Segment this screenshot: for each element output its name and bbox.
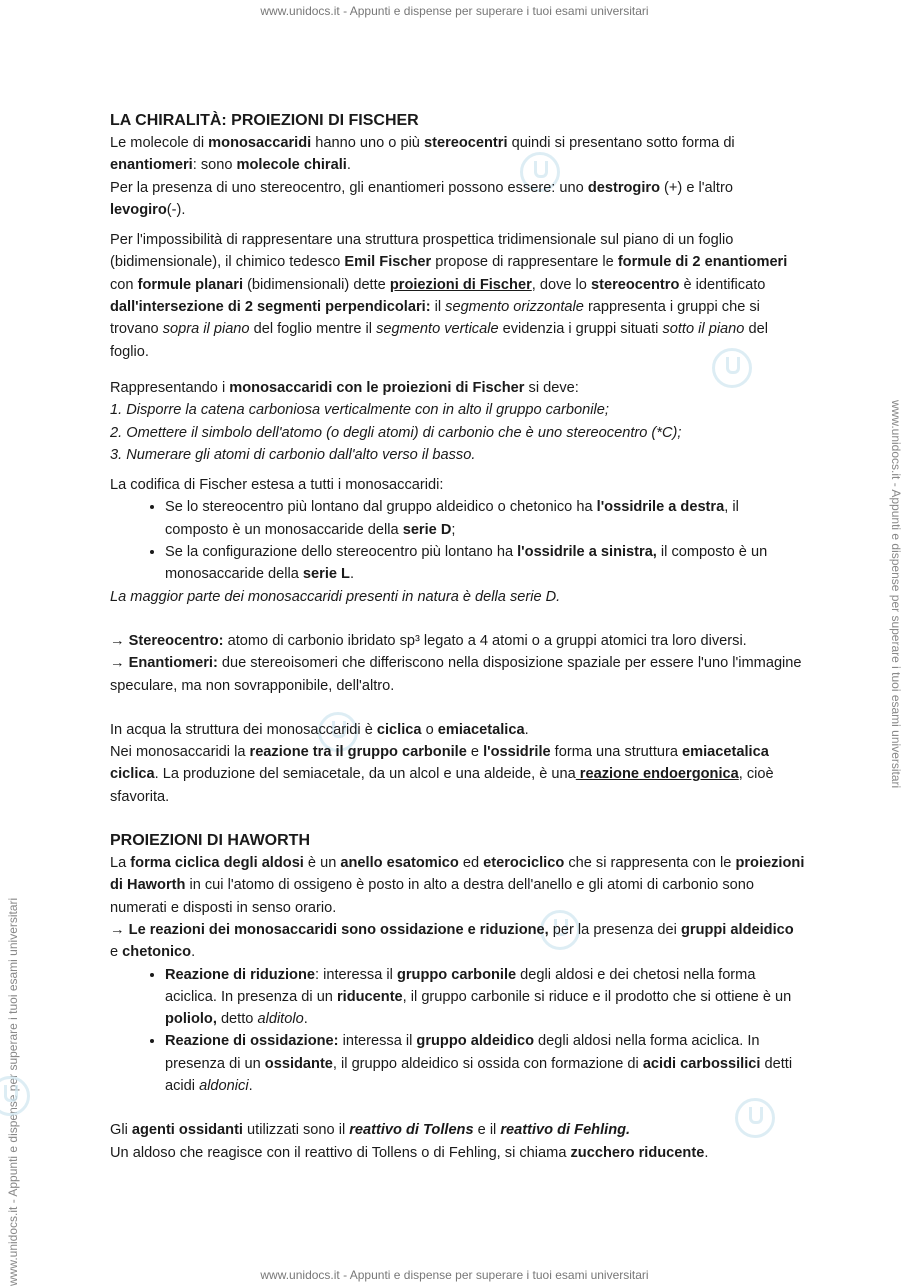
step-item: 3. Numerare gli atomi di carbonio dall'alto verso il basso.	[110, 446, 476, 463]
list-item: • Se lo stereocentro più lontano dal gruppo aldeidico o chetonico ha l'ossidrile a destra, il composto è un monosaccaride della serie D;	[165, 496, 805, 541]
step-item: 2. Omettere il simbolo dell'atomo (o degli atomi) di carbonio che è uno stereocentro (*C);	[110, 424, 682, 441]
paragraph: La forma ciclica degli aldosi è un anello esatomico ed eterociclico che si rappresenta con le proiezioni di Haworth in cui l'atomo di ossigeno è posto in alto a destra dell'anello e gli atomi di carbonio sono numerati e disposti in senso orario.	[110, 855, 805, 916]
step-item: 1. Disporre la catena carboniosa verticalmente con in alto il gruppo carbonile;	[110, 402, 609, 419]
watermark-logo-icon	[0, 1076, 30, 1116]
watermark-top: www.unidocs.it - Appunti e dispense per superare i tuoi esami universitari	[260, 4, 649, 18]
paragraph: Un aldoso che reagisce con il reattivo di Tollens o di Fehling, si chiama zucchero riducente.	[110, 1144, 709, 1161]
paragraph: Rappresentando i monosaccaridi con le proiezioni di Fischer si deve:	[110, 379, 579, 396]
watermark-left: www.unidocs.it - Appunti e dispense per superare i tuoi esami universitari	[6, 897, 20, 1286]
list-item: • Reazione di riduzione: interessa il gruppo carbonile degli aldosi e dei chetosi nella forma aciclica. In presenza di un riducente, il gruppo carbonile si riduce e il prodotto che si ottiene è un poliolo, detto alditolo.	[165, 964, 805, 1031]
definition: → Stereocentro: atomo di carbonio ibridato sp³ legato a 4 atomi o a gruppi atomici tra loro diversi.	[110, 632, 747, 649]
paragraph: La codifica di Fischer estesa a tutti i monosaccaridi:	[110, 477, 444, 494]
note: La maggior parte dei monosaccaridi presenti in natura è della serie D.	[110, 588, 561, 605]
paragraph: → Le reazioni dei monosaccaridi sono ossidazione e riduzione, per la presenza dei gruppi aldeidico e chetonico.	[110, 921, 794, 961]
section-title-fischer: LA CHIRALITÀ: PROIEZIONI DI FISCHER	[110, 112, 419, 129]
watermark-bottom: www.unidocs.it - Appunti e dispense per superare i tuoi esami universitari	[260, 1268, 649, 1282]
bullet-list	[110, 496, 805, 585]
paragraph: In acqua la struttura dei monosaccaridi è ciclica o emiacetalica.	[110, 721, 529, 738]
paragraph: Per l'impossibilità di rappresentare una struttura prospettica tridimensionale sul piano di un foglio (bidimensionale), il chimico tedesco Emil Fischer propose di rappresentare le formule di 2 enantiomeri con formule planari (bidimensionali) dette proiezioni di Fischer, dove lo stereocentro è identificato dall'intersezione di 2 segmenti perpendicolari: il segmento orizzontale rappresenta i gruppi che si trovano sopra il piano del foglio mentre il segmento verticale evidenzia i gruppi situati sotto il piano del foglio.	[110, 232, 788, 360]
list-item: • Se la configurazione dello stereocentro più lontano ha l'ossidrile a sinistra, il composto è un monosaccaride della serie L.	[165, 541, 805, 586]
paragraph: Le molecole di monosaccaridi hanno uno o più stereocentri quindi si presentano sotto forma di enantiomeri: sono molecole chirali.	[110, 135, 735, 174]
definition: → Enantiomeri: due stereoisomeri che differiscono nella disposizione spaziale per essere l'uno l'immagine speculare, ma non sovrapponibile, dell'altro.	[110, 655, 802, 694]
bullet-list	[110, 964, 805, 1098]
section-title-haworth: PROIEZIONI DI HAWORTH	[110, 832, 310, 850]
watermark-right: www.unidocs.it - Appunti e dispense per superare i tuoi esami universitari	[889, 400, 903, 789]
document-page	[110, 110, 805, 1164]
paragraph: Nei monosaccaridi la reazione tra il gruppo carbonile e l'ossidrile forma una struttura emiacetalica ciclica. La produzione del semiacetale, da un alcol e una aldeide, è una reazione endoergonica, cioè sfavorita.	[110, 744, 774, 805]
list-item: • Reazione di ossidazione: interessa il gruppo aldeidico degli aldosi nella forma aciclica. In presenza di un ossidante, il gruppo aldeidico si ossida con formazione di acidi carbossilici detti acidi aldonici.	[165, 1030, 805, 1097]
paragraph: Gli agenti ossidanti utilizzati sono il reattivo di Tollens e il reattivo di Fehling.	[110, 1122, 631, 1139]
paragraph: Per la presenza di uno stereocentro, gli enantiomeri possono essere: uno destrogiro (+) e l'altro levogiro(-).	[110, 179, 733, 218]
